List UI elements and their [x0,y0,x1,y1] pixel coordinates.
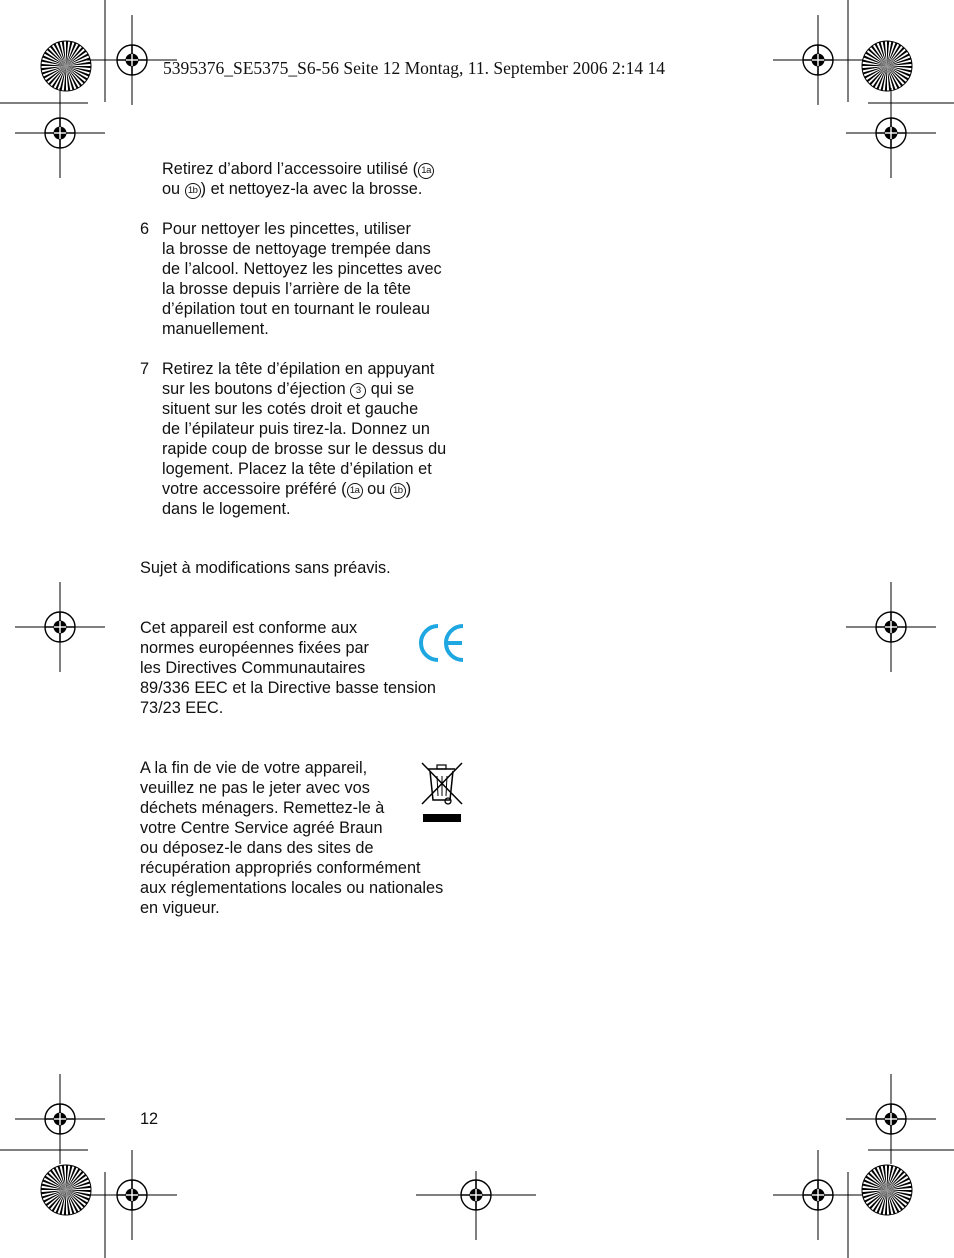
text-run: Retirez d’abord l’accessoire utilisé ( [162,160,419,178]
text-line: 73/23 EEC. [140,699,224,717]
text-run: qui se [366,380,415,398]
text-run: votre accessoire préféré ( [162,480,347,498]
registration-mark [846,88,936,178]
print-slug-header: 5395376_SE5375_S6-56 Seite 12 Montag, 11. September 2006 2:14 14 [163,58,665,78]
text-line: veuillez ne pas le jeter avec vos [140,779,370,797]
registration-mark [87,1150,177,1240]
registration-mark [773,15,863,105]
step-number: 6 [140,220,150,238]
step-7-text [162,359,472,519]
text-line: dans le logement. [162,500,291,518]
star-target-top-right [862,41,912,91]
text-line: de l’alcool. Nettoyez les pincettes avec [162,260,442,278]
page-number: 12 [140,1110,159,1128]
text-line: récupération appropriés conformément [140,859,421,877]
text-line: déchets ménagers. Remettez-le à [140,799,385,817]
text-line: Pour nettoyer les pincettes, utiliser [162,220,411,238]
text-line: d’épilation tout en tournant le rouleau [162,300,430,318]
registration-mark [15,88,105,178]
text-run: ou [162,180,185,198]
text-line: la brosse de nettoyage trempée dans [162,240,431,258]
text-line: en vigueur. [140,899,220,917]
reference-1b: 1b [390,483,406,499]
reference-1a: 1a [418,163,434,179]
text-line: Cet appareil est conforme aux [140,619,358,637]
text-line: les Directives Communautaires [140,659,366,677]
text-line: rapide coup de brosse sur le dessus du [162,440,447,458]
registration-mark [773,1150,863,1240]
star-target-bottom-left [41,1165,91,1215]
text-line: normes européennes fixées par [140,639,369,657]
text-line: A la fin de vie de votre appareil, [140,759,368,777]
text-line: manuellement. [162,320,269,338]
text-line: la brosse depuis l’arrière de la tête [162,280,411,298]
modification-notice: Sujet à modifications sans préavis. [140,559,391,577]
text-run: sur les boutons d’éjection [162,380,351,398]
crossed-out-wheelie-bin-icon [419,760,465,824]
registration-mark [15,582,105,672]
reference-3: 3 [350,383,366,399]
ce-mark-icon [418,622,466,664]
text-run: ou [362,480,390,498]
text-line: de l’épilateur puis tirez-la. Donnez un [162,420,430,438]
text-line: 89/336 EEC et la Directive basse tension [140,679,436,697]
text-line: Retirez la tête d’épilation en appuyant [162,360,435,378]
reference-1a: 1a [347,483,363,499]
text-line: logement. Placez la tête d’épilation et [162,460,432,478]
continuation-paragraph [162,159,472,199]
step-6-text [162,219,472,339]
star-target-bottom-right [862,1165,912,1215]
text-line: aux réglementations locales ou nationales [140,879,444,897]
star-target-top-left [41,41,91,91]
text-line: votre Centre Service agréé Braun [140,819,383,837]
text-line: ou déposez-le dans des sites de [140,839,374,857]
text-line: situent sur les cotés droit et gauche [162,400,419,418]
registration-mark [846,582,936,672]
text-run: ) [405,480,412,498]
step-number: 7 [140,360,150,378]
registration-mark-bottom-center [416,1171,536,1240]
text-run: ) et nettoyez-la avec la brosse. [200,180,423,198]
reference-1b: 1b [185,183,201,199]
